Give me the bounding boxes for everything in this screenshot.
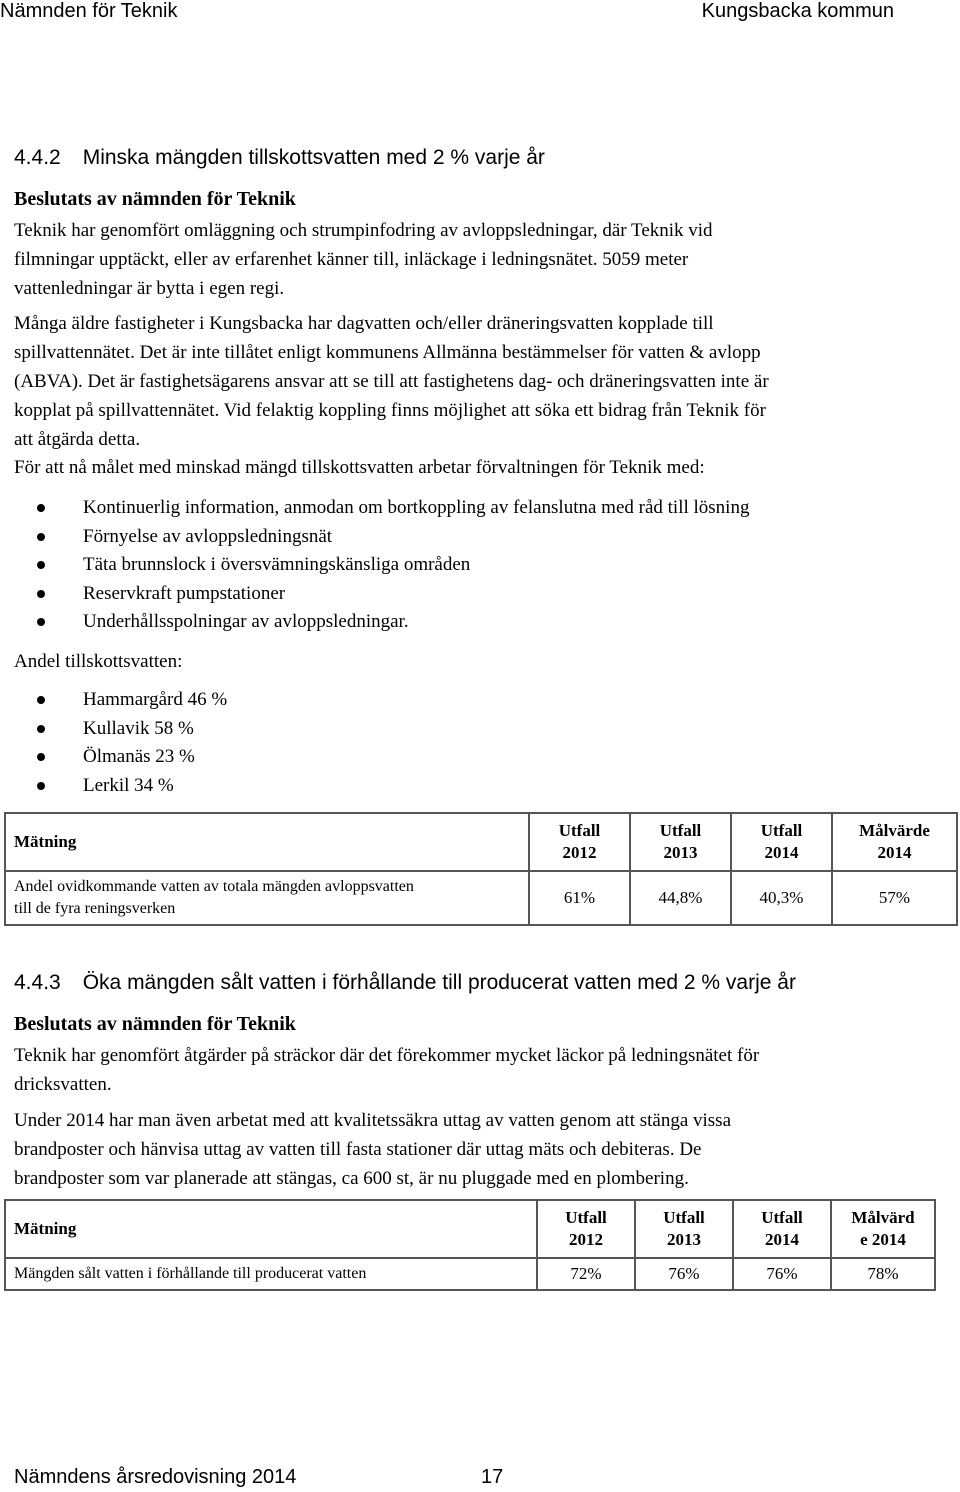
table-header-row <box>5 813 957 871</box>
header-cell: Mätning <box>5 1200 537 1258</box>
text-line: (ABVA). Det är fastighetsägarens ansvar att se till att fastighetens dag- och dräneringsvatten inte är <box>14 371 769 392</box>
list-item: Täta brunnslock i översvämningskänsliga områden <box>14 551 749 580</box>
table-row <box>5 1258 935 1290</box>
measurement-table-2 <box>4 1199 936 1291</box>
header-cell: Utfall 2013 <box>635 1200 733 1258</box>
measurement-table-1 <box>4 812 958 926</box>
section-number: 4.4.2 <box>14 146 61 169</box>
text-line: Många äldre fastigheter i Kungsbacka har dagvatten och/eller dräneringsvatten kopplade till <box>14 313 714 334</box>
list-item: Underhållsspolningar av avloppsledningar. <box>14 608 749 637</box>
text-line: Teknik har genomfört åtgärder på sträckor där det förekommer mycket läckor på ledningsnätet för <box>14 1045 760 1066</box>
andel-label: Andel tillskottsvatten: <box>14 651 183 672</box>
row-label: Mängden sålt vatten i förhållande till producerat vatten <box>5 1258 537 1290</box>
text-line: Teknik har genomfört omläggning och strumpinfodring av avloppsledningar, där Teknik vid <box>14 220 713 241</box>
section-subtitle: Beslutats av nämnden för Teknik <box>14 1013 296 1035</box>
footer-title: Nämndens årsredovisning 2014 <box>14 1466 297 1488</box>
text-line: Under 2014 har man även arbetat med att kvalitetssäkra uttag av vatten genom att stänga vissa <box>14 1110 732 1131</box>
andel-list <box>14 686 227 800</box>
header-cell: Utfall 2013 <box>630 813 731 871</box>
section-heading-442 <box>14 146 545 170</box>
list-item: Kontinuerlig information, anmodan om bortkoppling av felanslutna med råd till lösning <box>14 494 749 523</box>
text-line: dricksvatten. <box>14 1074 112 1095</box>
header-cell: Utfall 2012 <box>537 1200 635 1258</box>
header-cell: Mätning <box>5 813 529 871</box>
text-line: att åtgärda detta. <box>14 429 141 450</box>
header-cell: Utfall 2012 <box>529 813 630 871</box>
paragraph-3: För att nå målet med minskad mängd tillskottsvatten arbetar förvaltningen för Teknik med: <box>14 457 705 478</box>
text-line: kopplat på spillvattennätet. Vid felaktig koppling finns möjlighet att söka ett bidrag från Teknik för <box>14 400 766 421</box>
value-cell: 61% <box>529 871 630 925</box>
value-cell: 78% <box>831 1258 935 1290</box>
section-title: Minska mängden tillskottsvatten med 2 % varje år <box>82 146 545 169</box>
paragraph-1 <box>14 216 713 303</box>
list-item: Ölmanäs 23 % <box>14 743 227 772</box>
value-cell: 76% <box>733 1258 831 1290</box>
measures-list <box>14 494 749 637</box>
value-cell: 40,3% <box>731 871 832 925</box>
value-cell: 44,8% <box>630 871 731 925</box>
text-line: brandposter som var planerade att stängas, ca 600 st, är nu pluggade med en plombering. <box>14 1168 689 1189</box>
table-header-row <box>5 1200 935 1258</box>
header-left: Nämnden för Teknik <box>0 0 178 22</box>
text-line: vattenledningar är bytta i egen regi. <box>14 278 285 299</box>
list-item: Förnyelse av avloppsledningsnät <box>14 523 749 552</box>
header-right: Kungsbacka kommun <box>701 0 894 22</box>
page-number: 17 <box>481 1466 504 1488</box>
section-heading-443 <box>14 971 796 995</box>
section-number: 4.4.3 <box>14 971 61 994</box>
table-row <box>5 871 957 925</box>
row-label: Andel ovidkommande vatten av totala mängden avloppsvatten till de fyra reningsverken <box>5 871 529 925</box>
value-cell: 57% <box>832 871 957 925</box>
header-cell: Målvärde 2014 <box>832 813 957 871</box>
text-line: spillvattennätet. Det är inte tillåtet enligt kommunens Allmänna bestämmelser för vatten & avlopp <box>14 342 761 363</box>
header-cell: Utfall 2014 <box>733 1200 831 1258</box>
header-cell: Utfall 2014 <box>731 813 832 871</box>
text-line: brandposter och hänvisa uttag av vatten till fasta stationer där uttag mäts och debiteras. De <box>14 1139 702 1160</box>
paragraph-2 <box>14 309 769 454</box>
paragraph-4 <box>14 1041 759 1099</box>
value-cell: 76% <box>635 1258 733 1290</box>
text-line: filmningar upptäckt, eller av erfarenhet känner till, inläckage i ledningsnätet. 5059 meter <box>14 249 689 270</box>
section-title: Öka mängden sålt vatten i förhållande till producerat vatten med 2 % varje år <box>82 971 796 994</box>
list-item: Lerkil 34 % <box>14 772 227 801</box>
section-subtitle: Beslutats av nämnden för Teknik <box>14 188 296 210</box>
list-item: Hammargård 46 % <box>14 686 227 715</box>
paragraph-5 <box>14 1106 731 1193</box>
list-item: Reservkraft pumpstationer <box>14 580 749 609</box>
value-cell: 72% <box>537 1258 635 1290</box>
list-item: Kullavik 58 % <box>14 715 227 744</box>
header-cell: Målvärd e 2014 <box>831 1200 935 1258</box>
